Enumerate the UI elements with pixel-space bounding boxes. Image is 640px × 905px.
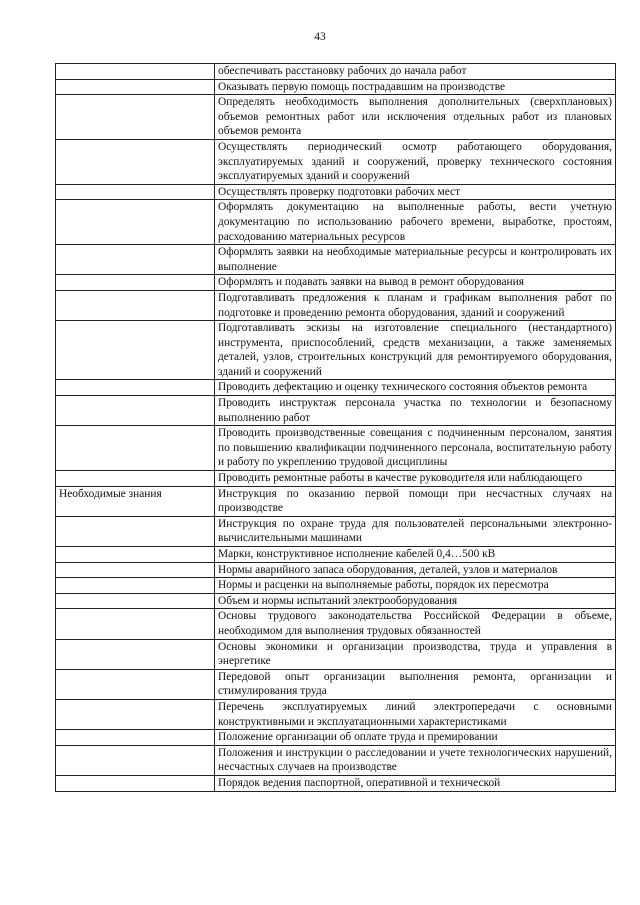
requirement-item: Проводить производственные совещания с подчиненным персоналом, занятия по повышению квалификации подчиненного персонала, воспитательную работу и работу по укреплению трудовой дисциплины [215, 426, 616, 471]
section-label-cell [56, 380, 215, 396]
requirement-item: Порядок ведения паспортной, оперативной и технической [215, 775, 616, 791]
table-row [56, 245, 616, 275]
requirement-item: Положение организации об оплате труда и премировании [215, 730, 616, 746]
requirement-item: Инструкция по оказанию первой помощи при несчастных случаях на производстве [215, 486, 616, 516]
requirement-item: Проводить ремонтные работы в качестве руководителя или наблюдающего [215, 471, 616, 487]
requirement-item: Подготавливать предложения к планам и графикам выполнения работ по подготовке и проведению ремонта оборудования, зданий и сооружений [215, 290, 616, 320]
table-row [56, 200, 616, 245]
requirement-item: Оформлять и подавать заявки на вывод в ремонт оборудования [215, 275, 616, 291]
table-row [56, 547, 616, 563]
section-label-cell: Необходимые знания [56, 486, 215, 516]
section-label-cell [56, 95, 215, 140]
table-row [56, 321, 616, 380]
section-label-cell [56, 745, 215, 775]
section-label-cell [56, 609, 215, 639]
requirement-item: Оказывать первую помощь пострадавшим на производстве [215, 79, 616, 95]
section-label-cell [56, 245, 215, 275]
requirement-item: Нормы аварийного запаса оборудования, деталей, узлов и материалов [215, 562, 616, 578]
requirement-item: Оформлять документацию на выполненные работы, вести учетную документацию по использованию рабочего времени, выработке, простоям, расходованию материальных ресурсов [215, 200, 616, 245]
table-row [56, 669, 616, 699]
table-row [56, 426, 616, 471]
requirement-item: Оформлять заявки на необходимые материальные ресурсы и контролировать их выполнение [215, 245, 616, 275]
section-label-cell [56, 639, 215, 669]
table-row [56, 64, 616, 80]
requirement-item: Осуществлять проверку подготовки рабочих мест [215, 184, 616, 200]
table-row [56, 486, 616, 516]
table-row [56, 775, 616, 791]
table-row [56, 95, 616, 140]
requirement-item: Нормы и расценки на выполняемые работы, порядок их пересмотра [215, 578, 616, 594]
table-row [56, 699, 616, 729]
requirement-item: Подготавливать эскизы на изготовление специального (нестандартного) инструмента, приспособлений, средств механизации, а также заменяемых деталей, узлов, строительных конструкций для ремонтируемого оборудования, зданий и сооружений [215, 321, 616, 380]
table-row [56, 578, 616, 594]
table-row [56, 609, 616, 639]
section-label-cell [56, 775, 215, 791]
section-label-cell [56, 275, 215, 291]
table-row [56, 471, 616, 487]
table-row [56, 184, 616, 200]
section-label-cell [56, 200, 215, 245]
table-row [56, 139, 616, 184]
requirement-item: Передовой опыт организации выполнения ремонта, организации и стимулирования труда [215, 669, 616, 699]
table-row [56, 79, 616, 95]
section-label-cell [56, 669, 215, 699]
requirement-item: Основы экономики и организации производства, труда и управления в энергетике [215, 639, 616, 669]
requirement-item: Марки, конструктивное исполнение кабелей 0,4…500 кВ [215, 547, 616, 563]
requirement-item: Положения и инструкции о расследовании и учете технологических нарушений, несчастных случаев на производстве [215, 745, 616, 775]
table-row [56, 562, 616, 578]
table-row [56, 396, 616, 426]
section-label-cell [56, 64, 215, 80]
requirement-item: обеспечивать расстановку рабочих до начала работ [215, 64, 616, 80]
section-label-cell [56, 593, 215, 609]
table-row [56, 745, 616, 775]
section-label-cell [56, 184, 215, 200]
table-row [56, 380, 616, 396]
section-label-cell [56, 290, 215, 320]
requirement-item: Инструкция по охране труда для пользователей персональными электронно-вычислительными машинами [215, 516, 616, 546]
section-label-cell [56, 699, 215, 729]
table-row [56, 730, 616, 746]
requirement-item: Объем и нормы испытаний электрооборудования [215, 593, 616, 609]
page-number: 43 [314, 31, 326, 43]
section-label-cell [56, 426, 215, 471]
section-label-cell [56, 562, 215, 578]
table-row [56, 290, 616, 320]
requirement-item: Проводить инструктаж персонала участка по технологии и безопасному выполнению работ [215, 396, 616, 426]
section-label-cell [56, 321, 215, 380]
table-row [56, 639, 616, 669]
requirement-item: Осуществлять периодический осмотр работающего оборудования, эксплуатируемых зданий и сооружений, проверку технического состояния эксплуатируемых зданий и сооружений [215, 139, 616, 184]
requirement-item: Основы трудового законодательства Российской Федерации в объеме, необходимом для выполнения трудовых обязанностей [215, 609, 616, 639]
table-row [56, 516, 616, 546]
requirement-item: Определять необходимость выполнения дополнительных (сверхплановых) объемов ремонтных работ или исключения отдельных работ из плановых объемов ремонта [215, 95, 616, 140]
table-row [56, 275, 616, 291]
section-label-cell [56, 578, 215, 594]
section-label-cell [56, 730, 215, 746]
section-label-cell [56, 396, 215, 426]
section-label-cell [56, 516, 215, 546]
requirement-item: Перечень эксплуатируемых линий электропередачи с основными конструктивными и эксплуатационными характеристиками [215, 699, 616, 729]
table-row [56, 593, 616, 609]
section-label-cell [56, 471, 215, 487]
section-label-cell [56, 139, 215, 184]
requirement-item: Проводить дефектацию и оценку технического состояния объектов ремонта [215, 380, 616, 396]
section-label-cell [56, 79, 215, 95]
competency-table [55, 63, 616, 792]
section-label-cell [56, 547, 215, 563]
